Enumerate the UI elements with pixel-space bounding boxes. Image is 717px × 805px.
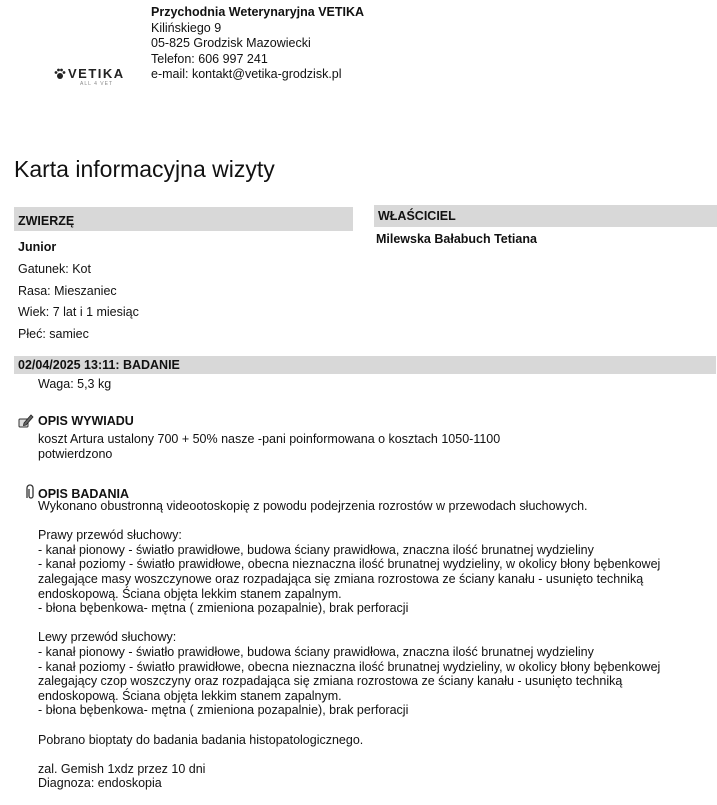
animal-breed: Rasa: Mieszaniec	[18, 284, 117, 298]
exam-line: zalegający czop woszczyny oraz rozpadająca się zmiana rozrostowa ze ściany kanału - usunięto techniką	[38, 674, 623, 689]
clinic-info	[151, 5, 364, 83]
interview-line: potwierdzono	[38, 446, 113, 461]
exam-text	[38, 499, 713, 791]
clinic-name: Przychodnia Weterynaryjna VETIKA	[151, 5, 365, 19]
animal-header: ZWIERZĘ	[14, 207, 353, 231]
clinic-street: Kilińskiego 9	[151, 20, 222, 35]
document-title: Karta informacyjna wizyty	[14, 156, 275, 182]
logo-word: VETIKA	[68, 66, 125, 81]
exam-line: Diagnoza: endoskopia	[38, 776, 162, 791]
exam-line: - błona bębenkowa- mętna ( zmieniona pozapalnie), brak perforacji	[38, 703, 409, 718]
clinic-phone: Telefon: 606 997 241	[151, 51, 268, 66]
exam-line: endoskopową. Ściana objęta lekkim stanem zapalnym.	[38, 688, 342, 703]
exam-line: Prawy przewód słuchowy:	[38, 528, 182, 543]
exam-title: OPIS BADANIA	[38, 487, 129, 501]
clinic-city: 05-825 Grodzisk Mazowiecki	[151, 36, 311, 50]
logo-subtitle: ALL 4 VET	[80, 81, 113, 87]
exam-line: Lewy przewód słuchowy:	[38, 630, 177, 645]
animal-sex: Płeć: samiec	[18, 327, 89, 341]
interview-line: koszt Artura ustalony 700 + 50% nasze -pani poinformowana o kosztach 1050-1100	[38, 432, 501, 446]
clinic-email: e-mail: kontakt@vetika-grodzisk.pl	[151, 67, 342, 81]
exam-line: endoskopową. Ściana objęta lekkim stanem zapalnym.	[38, 586, 342, 601]
exam-line: - kanał poziomy - światło prawidłowe, obecna nieznaczna ilość brunatnej wydzieliny, w okolicy błony bębenkowej	[38, 659, 661, 674]
exam-line: zalegające masy woszczynowe oraz rozpadająca się zmiana rozrostowa ze ściany kanału - usunięto techniką	[38, 571, 644, 586]
exam-line: - kanał pionowy - światło prawidłowe, budowa ściany prawidłowa, znaczna ilość brunatnej wydzieliny	[38, 542, 594, 557]
paw-icon	[54, 68, 66, 80]
animal-age: Wiek: 7 lat i 1 miesiąc	[18, 305, 139, 319]
owner-name: Milewska Bałabuch Tetiana	[376, 232, 537, 246]
exam-line	[38, 747, 713, 762]
exam-line: zal. Gemish 1xdz przez 10 dni	[38, 761, 206, 776]
exam-line: - błona bębenkowa- mętna ( zmieniona pozapalnie), brak perforacji	[38, 601, 409, 616]
animal-name: Junior	[18, 240, 57, 254]
exam-line	[38, 718, 713, 733]
exam-line	[38, 514, 713, 529]
notepad-pencil-icon	[18, 413, 34, 429]
visit-header: 02/04/2025 13:11: BADANIE	[14, 356, 716, 374]
clinic-logo	[52, 66, 132, 94]
exam-line	[38, 616, 713, 631]
visit-weight: Waga: 5,3 kg	[38, 377, 112, 391]
exam-line: - kanał poziomy - światło prawidłowe, obecna nieznaczna ilość brunatnej wydzieliny, w okolicy błony bębenkowej	[38, 557, 661, 572]
interview-text	[38, 432, 500, 461]
interview-title: OPIS WYWIADU	[38, 414, 134, 428]
exam-line: Pobrano bioptaty do badania badania histopatologicznego.	[38, 732, 364, 747]
exam-line: - kanał pionowy - światło prawidłowe, budowa ściany prawidłowa, znaczna ilość brunatnej wydzieliny	[38, 644, 594, 659]
owner-header: WŁAŚCICIEL	[374, 205, 717, 227]
clip-icon	[22, 484, 38, 500]
exam-line: Wykonano obustronną videootoskopię z powodu podejrzenia rozrostów w przewodach słuchowych.	[38, 499, 588, 513]
animal-species: Gatunek: Kot	[18, 262, 91, 276]
